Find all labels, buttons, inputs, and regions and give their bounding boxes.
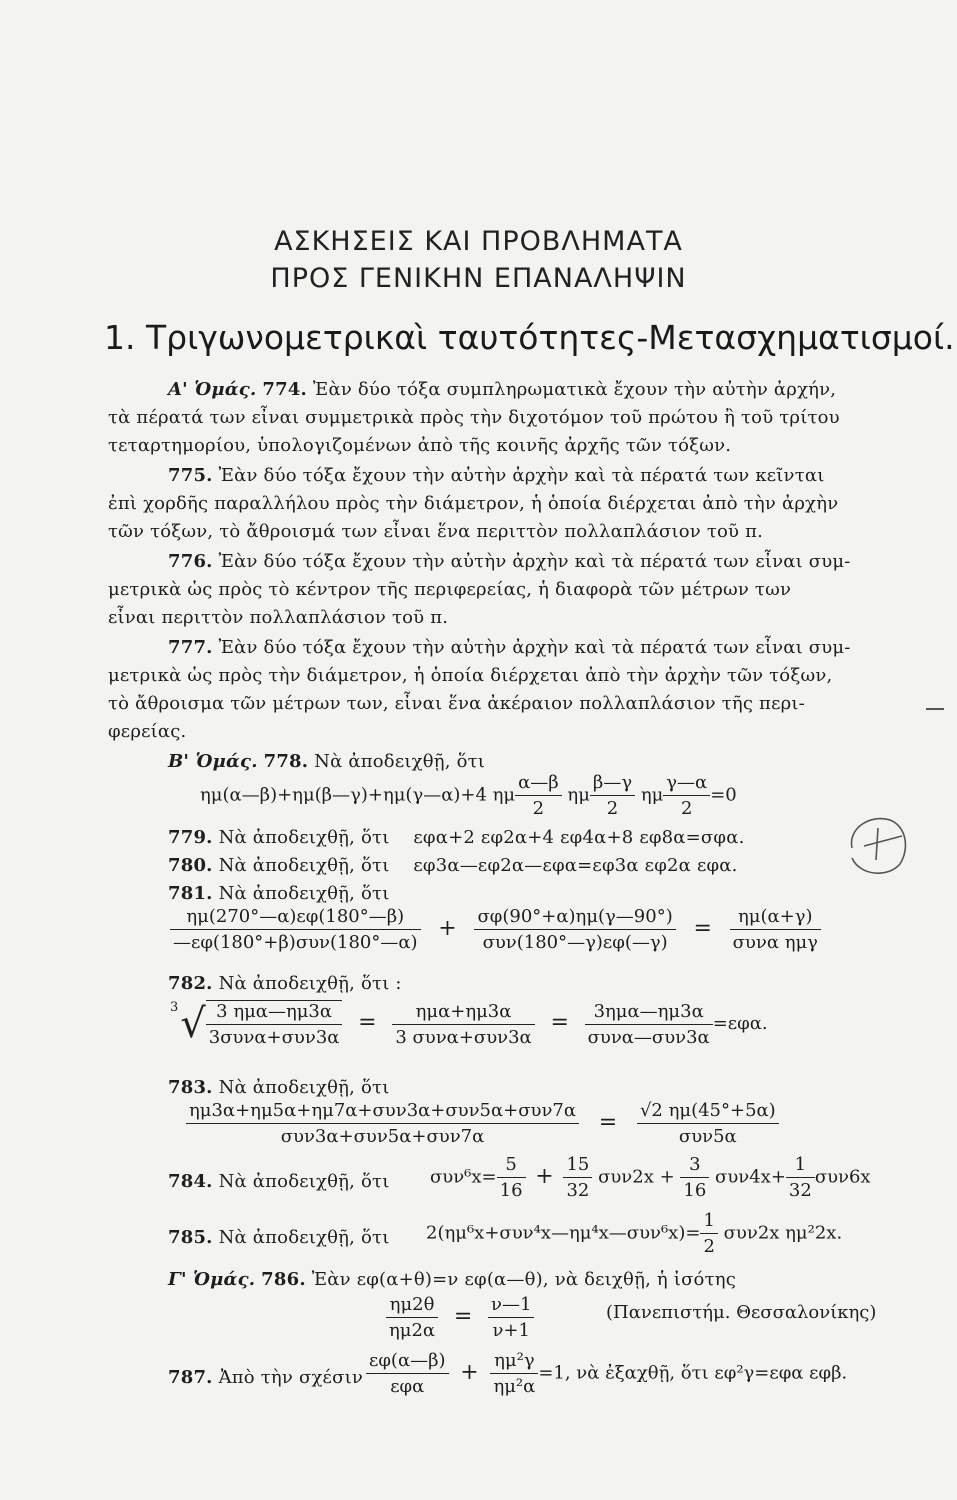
exercise-text: Νὰ ἀποδειχθῇ, ὅτι <box>218 855 390 876</box>
fraction <box>585 1001 713 1048</box>
eq-term: συν2x + <box>598 1166 675 1188</box>
exercise-777-line-2: μετρικὰ ὡς πρὸς τὴν διάμετρον, ἡ ὁποία διέρχεται ἀπὸ τὴν ἀρχὴν τῶν τόξων, <box>108 665 833 686</box>
exercise-text: Νὰ ἀποδειχθῇ, ὅτι <box>218 827 390 848</box>
numerator: 5 <box>497 1154 526 1178</box>
exercise-number: 774. <box>262 379 307 400</box>
exercise-782 <box>168 972 957 996</box>
eq-term: συν2x ημ²2x. <box>723 1222 843 1244</box>
fraction <box>637 1100 779 1147</box>
numerator: ημα+ημ3α <box>392 1001 534 1025</box>
denominator: συν3α+συν5α+συν7α <box>280 1126 485 1147</box>
equation-779: εφα+2 εφ2α+4 εφ4α+8 εφ8α=σφα. <box>413 827 745 848</box>
exercise-text: Ἐὰν δύο τόξα ἔχουν τὴν αὐτὴν ἀρχὴν καὶ τὰ πέρατά των εἶναι συμ- <box>218 551 851 572</box>
eq-term: ημ <box>567 784 590 806</box>
denominator: συν5α <box>678 1126 737 1147</box>
exercise-text: Νὰ ἀποδειχθῇ, ὅτι <box>218 1171 390 1192</box>
exercise-text: Νὰ ἀποδειχθῇ, ὅτι <box>218 1077 390 1098</box>
exercise-774-line-1 <box>168 378 957 402</box>
exercise-number: 785. <box>168 1227 213 1248</box>
numerator: ημ²γ <box>490 1350 538 1374</box>
exercise-777-line-1 <box>168 636 957 660</box>
exercise-number: 775. <box>168 465 213 486</box>
root-index: 3 <box>170 1000 179 1015</box>
numerator: γ—α <box>663 772 710 796</box>
eq-term: = <box>453 1303 473 1329</box>
exercise-775-line-2: ἐπὶ χορδῆς παραλλήλου πρὸς τὴν διάμετρον, ἡ ὁποία διέρχεται ἀπὸ τὴν ἀρχὴν <box>108 493 839 514</box>
exercise-774-line-3: τεταρτημορίου, ὑπολογιζομένων ἀπὸ τῆς κοινῆς ἀρχῆς τῶν τόξων. <box>108 435 732 456</box>
fraction <box>680 1154 709 1201</box>
group-a-label: Α' Ὁμάς. <box>168 379 257 400</box>
denominator: —εφ(180°+β)συν(180°—α) <box>173 932 418 953</box>
fraction <box>392 1001 534 1048</box>
fraction <box>206 1000 343 1048</box>
eq-term: =1, νὰ ἐξαχθῇ, ὅτι εφ²γ=εφα εφβ. <box>538 1362 848 1384</box>
equation-784 <box>430 1154 871 1201</box>
eq-term: συν4x+ <box>715 1166 786 1188</box>
exercise-text: Νὰ ἀποδειχθῇ, ὅτι : <box>218 973 402 994</box>
exercise-text: Νὰ ἀποδειχθῇ, ὅτι <box>218 883 390 904</box>
numerator: √2 ημ(45°+5α) <box>637 1100 779 1124</box>
exercise-number: 777. <box>168 637 213 658</box>
numerator: 1 <box>786 1154 815 1178</box>
numerator: ημ(270°—α)εφ(180°—β) <box>170 906 421 930</box>
denominator: 2 <box>606 798 619 819</box>
eq-term: + <box>438 915 457 941</box>
denominator: 3συνα+συν3α <box>208 1027 340 1048</box>
heading-line-1: ΑΣΚΗΣΕΙΣ ΚΑΙ ΠΡΟΒΛΗΜΑΤΑ <box>274 226 683 257</box>
numerator: 3 ημα—ημ3α <box>206 1001 343 1025</box>
exercise-number: 787. <box>168 1367 213 1388</box>
equation-786 <box>386 1294 534 1341</box>
exercise-778-line-1 <box>168 750 957 774</box>
denominator: ν+1 <box>492 1320 530 1341</box>
numerator: εφ(α—β) <box>366 1350 449 1374</box>
numerator: 1 <box>700 1210 717 1234</box>
numerator: σφ(90°+α)ημ(γ—90°) <box>474 906 675 930</box>
denominator: 16 <box>683 1180 707 1201</box>
fraction <box>170 906 421 953</box>
eq-term: συν6x <box>814 1166 871 1188</box>
eq-term: ημ <box>640 784 664 806</box>
section-title: 1. Τριγωνομετρικαὶ ταυτότητες-Μετασχηματισμοί. <box>104 318 955 357</box>
fraction <box>497 1154 526 1201</box>
fraction <box>786 1154 815 1201</box>
exercise-text: Νὰ ἀποδειχθῇ, ὅτι <box>314 751 486 772</box>
exercise-number: 778. <box>263 751 309 772</box>
exercise-number: 776. <box>168 551 213 572</box>
numerator: ν—1 <box>488 1294 534 1318</box>
equation-780: εφ3α—εφ2α—εφα=εφ3α εφ2α εφα. <box>413 855 738 876</box>
numerator: ημ(α+γ) <box>730 906 821 930</box>
exercise-776-line-3: εἶναι περιττὸν πολλαπλάσιον τοῦ π. <box>108 607 449 628</box>
denominator: 2 <box>532 798 545 819</box>
exercise-number: 780. <box>168 855 213 876</box>
exercise-777-line-3: τὸ ἄθροισμα τῶν μέτρων των, εἶναι ἕνα ἀκέραιον πολλαπλάσιον τῆς περι- <box>108 693 805 714</box>
denominator: συνα—συν3α <box>587 1026 710 1048</box>
eq-term: = <box>693 915 712 941</box>
exercise-776-line-2: μετρικὰ ὡς πρὸς τὸ κέντρον τῆς περιφερείας, ἡ διαφορὰ τῶν μέτρων των <box>108 579 792 600</box>
denominator: 2 <box>703 1236 715 1257</box>
denominator: 16 <box>499 1180 523 1201</box>
numerator: ημ2θ <box>386 1294 438 1318</box>
fraction <box>488 1294 534 1341</box>
margin-mark <box>926 708 944 710</box>
exercise-number: 781. <box>168 883 213 904</box>
exercise-text: Ἐὰν δύο τόξα ἔχουν τὴν αὐτὴν ἀρχὴν καὶ τὰ πέρατά των εἶναι συμ- <box>218 637 851 658</box>
exercise-781 <box>168 882 957 906</box>
denominator: 2 <box>681 798 693 819</box>
denominator: 32 <box>566 1180 590 1201</box>
eq-term: συν⁶x= <box>430 1166 497 1188</box>
source-note: (Πανεπιστήμ. Θεσσαλονίκης) <box>606 1302 877 1323</box>
exercise-779 <box>168 826 957 850</box>
exercise-number: 786. <box>261 1269 306 1290</box>
fraction <box>366 1350 449 1397</box>
handwritten-circle-mark <box>840 808 914 882</box>
fraction <box>386 1294 438 1341</box>
numerator: α—β <box>515 772 562 796</box>
numerator: ημ3α+ημ5α+ημ7α+συν3α+συν5α+συν7α <box>186 1100 579 1124</box>
exercise-text: Ἐὰν δύο τόξα συμπληρωματικὰ ἔχουν τὴν αὐτὴν ἀρχήν, <box>312 379 837 400</box>
fraction <box>515 772 562 819</box>
exercise-776-line-1 <box>168 550 957 574</box>
fraction <box>186 1100 579 1147</box>
fraction <box>474 906 675 953</box>
exercise-number: 784. <box>168 1171 213 1192</box>
eq-term: 2(ημ⁶x+συν⁴x—ημ⁴x—συν⁶x)= <box>426 1222 701 1244</box>
equation-781 <box>170 906 821 953</box>
exercise-774-line-2: τὰ πέρατά των εἶναι συμμετρικὰ πρὸς τὴν διχοτόμον τοῦ πρώτου ἢ τοῦ τρίτου <box>108 407 840 428</box>
fraction <box>490 1350 538 1397</box>
exercise-786 <box>168 1268 957 1292</box>
denominator: εφα <box>390 1376 425 1397</box>
root-sign-icon: √ <box>180 1001 206 1047</box>
equation-787 <box>366 1350 847 1397</box>
equation-778 <box>200 772 737 819</box>
denominator: ημ2α <box>389 1320 436 1341</box>
denominator: 32 <box>788 1180 812 1201</box>
exercise-777-line-4: φερείας. <box>108 721 187 742</box>
eq-term: + <box>535 1163 554 1189</box>
exercise-775-line-1 <box>168 464 957 488</box>
heading-line-2: ΠΡΟΣ ΓΕΝΙΚΗΝ ΕΠΑΝΑΛΗΨΙΝ <box>270 263 687 294</box>
group-c-label: Γ' Ὁμάς. <box>168 1269 256 1290</box>
fraction <box>730 906 821 953</box>
eq-term: =0 <box>710 784 737 806</box>
numerator: 3ημα—ημ3α <box>585 1001 713 1025</box>
exercise-number: 779. <box>168 827 213 848</box>
exercise-number: 782. <box>168 973 213 994</box>
eq-term: = <box>358 1010 377 1035</box>
exercise-text: Νὰ ἀποδειχθῇ, ὅτι <box>218 1227 390 1248</box>
eq-term: = <box>550 1010 569 1035</box>
equation-782 <box>170 1000 768 1048</box>
eq-term: + <box>460 1359 479 1385</box>
exercise-text: Ἐὰν δύο τόξα ἔχουν τὴν αὐτὴν ἀρχὴν καὶ τὰ πέρατά των κεῖνται <box>218 465 825 486</box>
denominator: 3 συνα+συν3α <box>395 1026 532 1048</box>
group-b-label: Β' Ὁμάς. <box>168 751 258 772</box>
exercise-number: 783. <box>168 1077 213 1098</box>
equation-785 <box>426 1210 842 1257</box>
equation-783 <box>186 1100 779 1147</box>
numerator: 3 <box>680 1154 709 1178</box>
eq-term: =εφα. <box>712 1013 768 1034</box>
denominator: συνα ημγ <box>732 932 818 953</box>
denominator: συν(180°—γ)εφ(—γ) <box>482 932 668 953</box>
eq-term: ημ(α—β)+ημ(β—γ)+ημ(γ—α)+4 ημ <box>200 784 516 806</box>
exercise-text: Ἀπὸ τὴν σχέσιν <box>218 1367 363 1388</box>
numerator: β—γ <box>590 772 635 796</box>
denominator: ημ²α <box>493 1376 536 1397</box>
exercise-text: Ἐὰν εφ(α+θ)=ν εφ(α—θ), νὰ δειχθῇ, ἡ ἰσότης <box>311 1269 737 1290</box>
exercise-780 <box>168 854 957 878</box>
eq-term: = <box>598 1109 618 1135</box>
fraction <box>663 772 710 819</box>
numerator: 15 <box>563 1154 592 1178</box>
exercise-783 <box>168 1076 957 1100</box>
fraction <box>590 772 635 819</box>
fraction <box>563 1154 592 1201</box>
fraction <box>700 1210 717 1257</box>
exercise-775-line-3: τῶν τόξων, τὸ ἄθροισμά των εἶναι ἕνα περιττὸν πολλαπλάσιον τοῦ π. <box>108 521 764 542</box>
